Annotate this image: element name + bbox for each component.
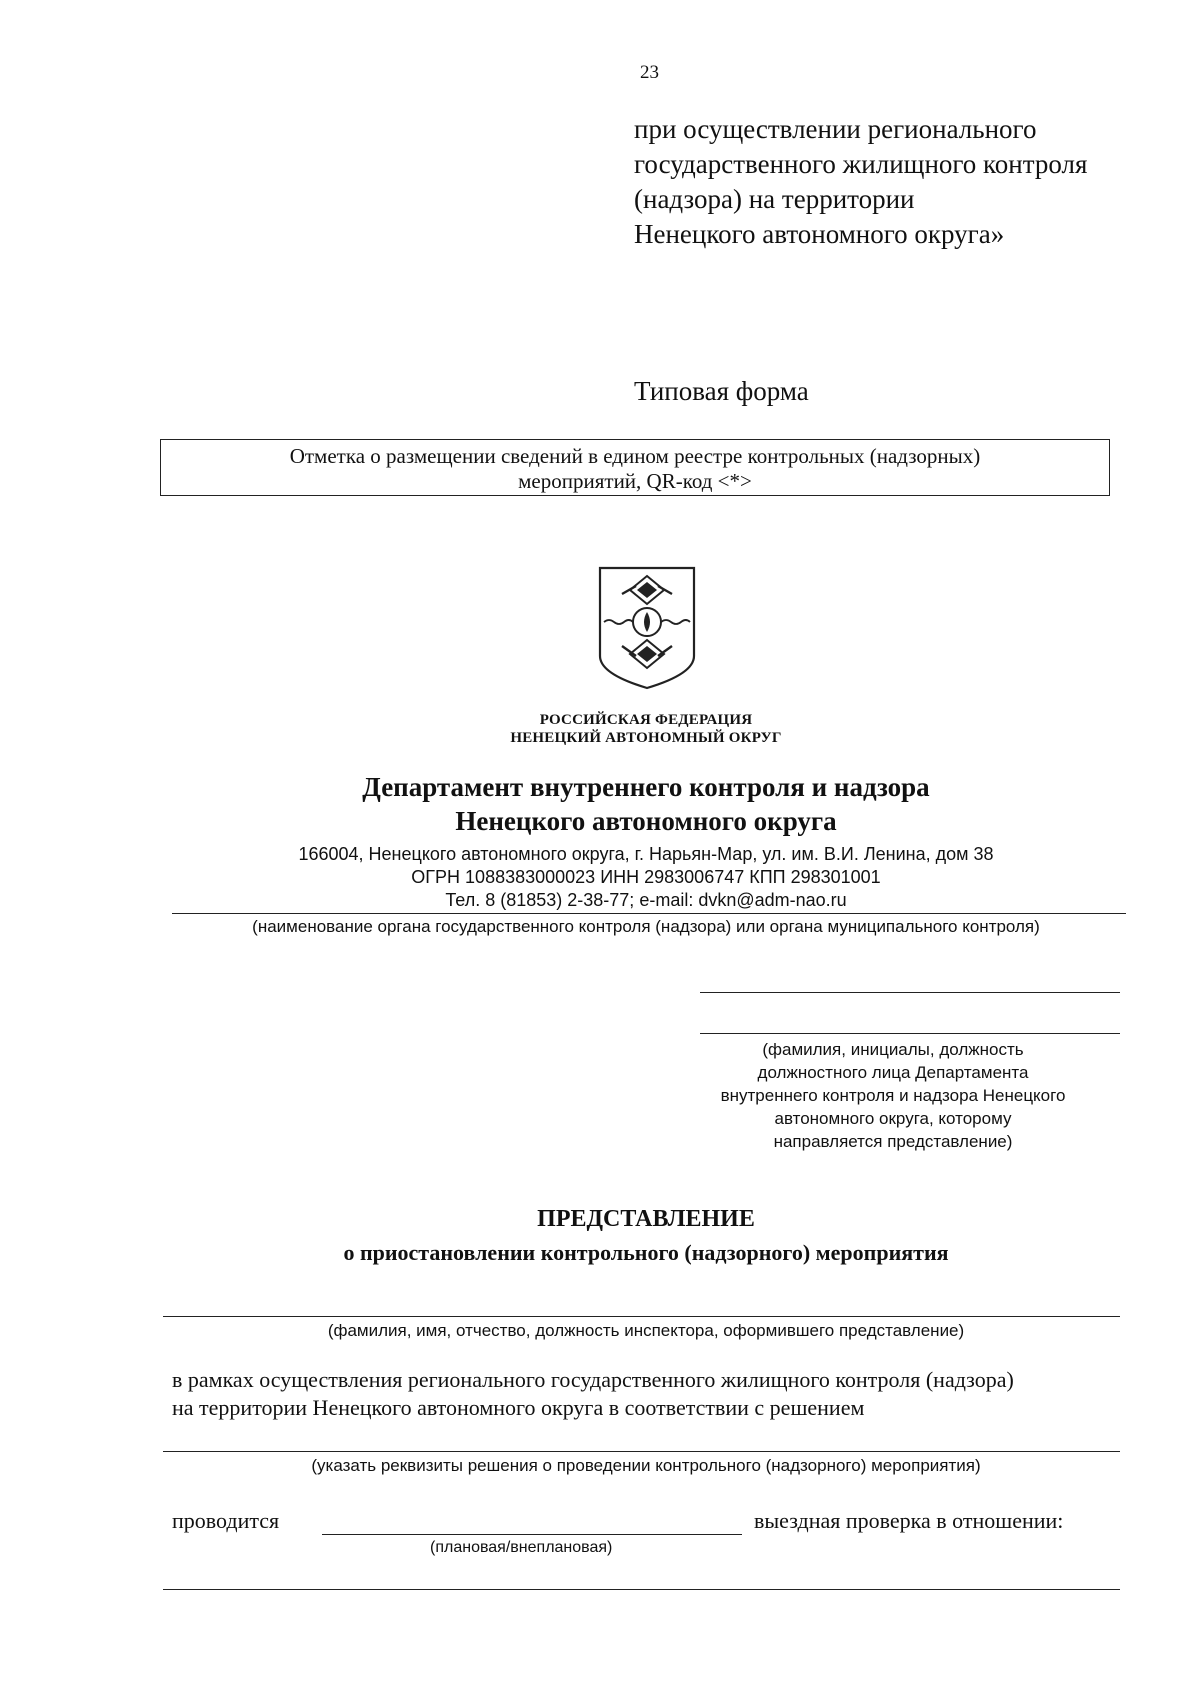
registry-mark-line: мероприятий, QR-код <*> <box>518 469 752 493</box>
form-type-label: Типовая форма <box>634 376 809 406</box>
department-name: Ненецкого автономного округа <box>455 806 837 836</box>
recipient-line[interactable] <box>700 1033 1120 1034</box>
body-line: в рамках осуществления регионального государственного жилищного контроля (надзора) <box>172 1367 1014 1392</box>
inspection-type-line[interactable] <box>322 1534 742 1535</box>
body-paragraph <box>172 1366 1122 1422</box>
header-line: (надзора) на территории <box>634 184 915 214</box>
recipient-caption-line: (фамилия, инициалы, должность <box>762 1040 1024 1059</box>
document-subtitle: о приостановлении контрольного (надзорного) мероприятия <box>343 1240 949 1265</box>
recipient-caption-line: внутреннего контроля и надзора Ненецкого <box>720 1086 1066 1105</box>
page-number: 23 <box>640 62 659 83</box>
recipient-caption-line: автономного округа, которому <box>774 1109 1012 1128</box>
recipient-line[interactable] <box>700 992 1120 993</box>
inspector-line[interactable] <box>163 1316 1120 1317</box>
header-line: при осуществлении регионального <box>634 114 1037 144</box>
decision-line[interactable] <box>163 1451 1120 1452</box>
header-line: Ненецкого автономного округа» <box>634 219 1005 249</box>
inspection-type-caption: (плановая/внеплановая) <box>430 1539 613 1556</box>
document-title: ПРЕДСТАВЛЕНИЕ <box>537 1206 755 1232</box>
department-name: Департамент внутреннего контроля и надзора <box>362 772 930 802</box>
inspector-caption: (фамилия, имя, отчество, должность инспектора, оформившего представление) <box>327 1321 965 1340</box>
federation-name: РОССИЙСКАЯ ФЕДЕРАЦИЯ <box>539 712 753 728</box>
subject-line[interactable] <box>163 1589 1120 1590</box>
department-contacts: Тел. 8 (81853) 2-38-77; e-mail: dvkn@adm-nao.ru <box>445 890 847 910</box>
header-reference <box>634 112 1154 252</box>
conducted-label: проводится <box>172 1508 280 1533</box>
recipient-caption <box>700 1038 1086 1153</box>
okrug-name: НЕНЕЦКИЙ АВТОНОМНЫЙ ОКРУГ <box>510 730 782 746</box>
registry-mark-line: Отметка о размещении сведений в едином реестре контрольных (надзорных) <box>289 444 981 468</box>
coat-of-arms-icon <box>596 564 698 690</box>
authority-line <box>172 913 1126 914</box>
recipient-caption-line: направляется представление) <box>773 1132 1013 1151</box>
authority-caption: (наименование органа государственного контроля (надзора) или органа муниципального контроля) <box>252 917 1040 936</box>
inspection-label: выездная проверка в отношении: <box>754 1508 1064 1533</box>
decision-caption: (указать реквизиты решения о проведении контрольного (надзорного) мероприятия) <box>311 1456 981 1475</box>
registry-mark-box <box>160 439 1110 496</box>
department-address: 166004, Ненецкого автономного округа, г. Нарьян-Мар, ул. им. В.И. Ленина, дом 38 <box>298 844 994 864</box>
recipient-caption-line: должностного лица Департамента <box>757 1063 1029 1082</box>
body-line: на территории Ненецкого автономного округа в соответствии с решением <box>172 1395 865 1420</box>
header-line: государственного жилищного контроля <box>634 149 1088 179</box>
department-registration: ОГРН 1088383000023 ИНН 2983006747 КПП 298301001 <box>411 867 881 887</box>
